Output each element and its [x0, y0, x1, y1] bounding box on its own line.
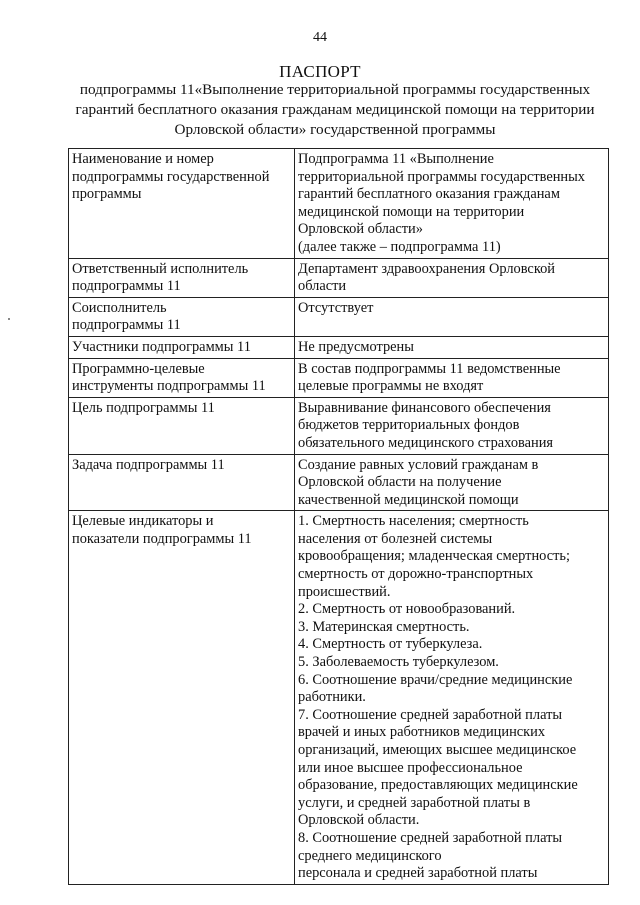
row-value-line: кровообращения; младенческая смертность; [298, 548, 570, 565]
row-value-line: области [298, 278, 347, 295]
row-label-line: Участники подпрограммы 11 [72, 338, 251, 355]
row-label-line: Задача подпрограммы 11 [72, 456, 225, 473]
row-value-line: 6. Соотношение врачи/средние медицинские [298, 671, 573, 688]
row-value-cell [295, 258, 609, 297]
row-label-line: Цель подпрограммы 11 [72, 399, 215, 416]
row-value-line: происшествий. [298, 583, 391, 600]
row-value-line: (далее также – подпрограмма 11) [298, 238, 501, 255]
row-value-cell [295, 149, 609, 259]
row-value-line: работники. [298, 689, 366, 706]
row-value-line: среднего медицинского [298, 847, 442, 864]
row-value-line: Орловской области. [298, 812, 420, 829]
row-value-line: качественной медицинской помощи [298, 491, 519, 508]
row-value-line: медицинской помощи на территории [298, 203, 525, 220]
subtitle-line: подпрограммы 11«Выполнение территориальной программы государственных [79, 81, 591, 98]
table-row [69, 511, 609, 884]
row-value-line: Подпрограмма 11 «Выполнение [298, 151, 494, 167]
row-label-cell [69, 511, 295, 884]
row-value-cell [295, 454, 609, 511]
row-value-line: Выравнивание финансового обеспечения [298, 399, 551, 416]
row-value-line: Отсутствует [298, 299, 374, 316]
table-row [69, 358, 609, 397]
passport-table [68, 148, 609, 885]
row-value-line: 3. Материнская смертность. [298, 618, 470, 635]
row-value-line: Орловской области на получение [298, 474, 502, 491]
row-value-line: 2. Смертность от новообразований. [298, 601, 516, 618]
row-value-line: территориальной программы государственных [298, 168, 585, 185]
table-row [69, 397, 609, 454]
row-value-line: 7. Соотношение средней заработной платы [298, 706, 563, 723]
row-value-cell [295, 511, 609, 884]
row-label-line: Соисполнитель [72, 299, 167, 316]
table-row [69, 149, 609, 259]
row-value-cell [295, 336, 609, 358]
table-row [69, 258, 609, 297]
row-value-line: Создание равных условий гражданам в [298, 456, 539, 473]
document-title: ПАСПОРТ [279, 62, 361, 81]
page-number: 44 [313, 30, 327, 45]
row-value-cell [295, 397, 609, 454]
row-label-line: программы [72, 186, 142, 203]
row-label-cell [69, 258, 295, 297]
row-label-cell [69, 149, 295, 259]
passport-table-body [69, 149, 609, 885]
table-row [69, 297, 609, 336]
subtitle-line: гарантий бесплатного оказания гражданам медицинской помощи на территории [75, 101, 595, 118]
document-subtitle [70, 80, 600, 140]
row-value-line: обязательного медицинского страхования [298, 434, 554, 451]
row-label-line: Программно-целевые [72, 360, 205, 377]
row-value-line: 5. Заболеваемость туберкулезом. [298, 654, 499, 671]
row-value-line: смертность от дорожно-транспортных [298, 566, 534, 583]
row-label-cell [69, 297, 295, 336]
row-value-line: врачей и иных работников медицинских [298, 724, 546, 741]
row-label-cell [69, 454, 295, 511]
row-value-line: 4. Смертность от туберкулеза. [298, 636, 483, 653]
row-value-line: Не предусмотрены [298, 338, 414, 355]
row-label-cell [69, 336, 295, 358]
row-value-line: 1. Смертность населения; смертность [298, 513, 529, 530]
row-value-line: 8. Соотношение средней заработной платы [298, 829, 563, 846]
row-value-line: В состав подпрограммы 11 ведомственные [298, 360, 561, 377]
row-value-cell [295, 358, 609, 397]
subtitle-line: Орловской области» государственной программы [174, 121, 496, 138]
row-label-cell [69, 397, 295, 454]
row-value-line: организаций, имеющих высшее медицинское [298, 742, 577, 758]
row-value-line: бюджетов территориальных фондов [298, 417, 520, 434]
table-row [69, 454, 609, 511]
row-value-line: гарантий бесплатного оказания гражданам [298, 186, 560, 203]
row-value-line: населения от болезней системы [298, 530, 493, 547]
row-label-line: инструменты подпрограммы 11 [72, 378, 266, 395]
row-value-line: целевые программы не входят [298, 378, 484, 395]
row-value-line: персонала и средней заработной платы [298, 865, 538, 882]
row-label-line: Целевые индикаторы и [72, 513, 214, 530]
row-value-line: или иное высшее профессиональное [298, 759, 523, 776]
row-label-line: подпрограммы 11 [72, 278, 181, 295]
row-label-line: подпрограммы государственной [72, 168, 270, 185]
row-value-line: услуги, и средней заработной платы в [298, 794, 531, 811]
row-value-cell [295, 297, 609, 336]
row-label-line: подпрограммы 11 [72, 317, 181, 334]
row-value-line: Орловской области» [298, 221, 423, 238]
row-label-cell [69, 358, 295, 397]
row-label-line: Ответственный исполнитель [72, 260, 249, 277]
row-value-line: Департамент здравоохранения Орловской [298, 260, 555, 277]
row-label-line: Наименование и номер [72, 151, 214, 167]
scan-speck [8, 318, 10, 320]
row-label-line: показатели подпрограммы 11 [72, 530, 252, 547]
row-value-line: образование, предоставляющих медицинские [298, 777, 578, 794]
table-row [69, 336, 609, 358]
